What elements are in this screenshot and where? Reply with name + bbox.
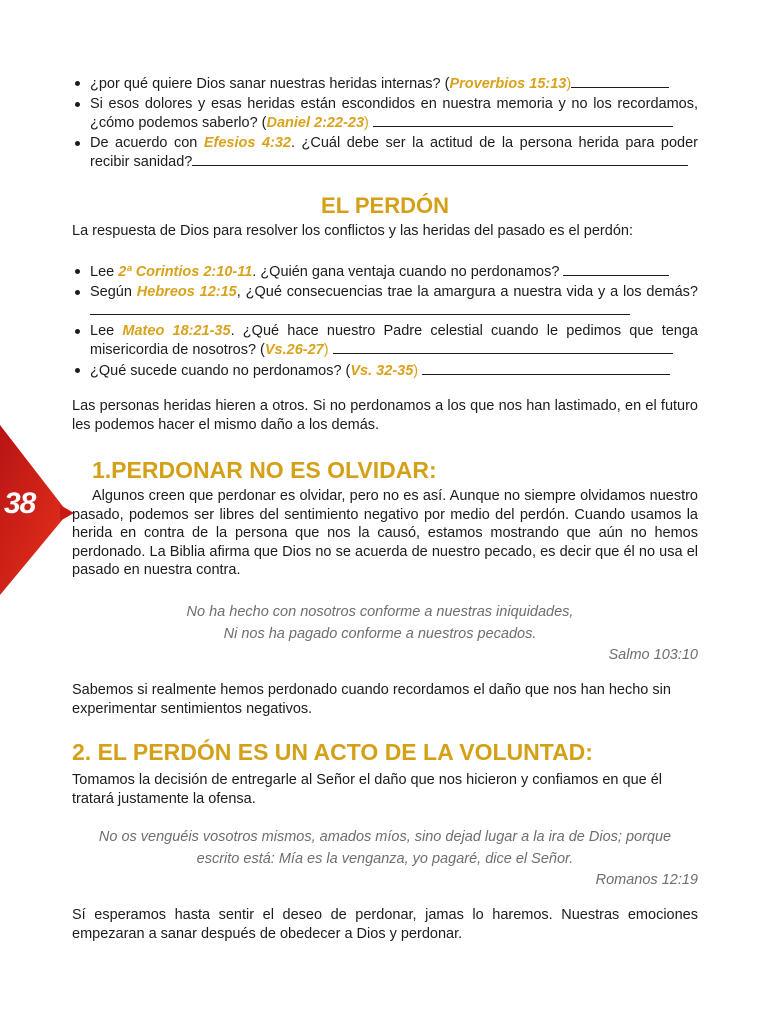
page-number: 38 xyxy=(4,487,36,520)
quote-citation: Romanos 12:19 xyxy=(595,872,698,888)
intro-text: La respuesta de Dios para resolver los conflictos y las heridas del pasado es el perdón: xyxy=(72,223,633,239)
questions-top-list xyxy=(72,74,698,172)
paragraph: Algunos creen que perdonar es olvidar, pero no es así. Aunque no siempre olvidamos nuestro pasado, podemos ser libres del sentimiento negativo por medio del perdón. Cuando usamos la herida en contra de la persona que nos la causó, estamos mostrando que aún no hemos perdonado. La Biblia afirma que Dios no se acuerda de nuestro pecado, es decir que él no usa el pasado en nuestra contra. xyxy=(72,488,698,578)
bible-reference: Efesios 4:32 xyxy=(203,134,291,151)
quote-line: Ni nos ha pagado conforme a nuestros pecados. xyxy=(223,625,537,642)
paragraph: Tomamos la decisión de entregarle al Señor el daño que nos hicieron y confiamos en que él tratará justamente la ofensa. xyxy=(72,772,663,807)
bible-reference: Mateo 18:21-35 xyxy=(122,322,231,339)
list-item: Lee Mateo 18:21-35. ¿Qué hace nuestro Padre celestial cuando le pedimos que tenga misericordia de nosotros? (Vs.26-27) xyxy=(72,322,698,360)
bible-reference: Vs. 32-35 xyxy=(350,362,414,379)
bible-quote xyxy=(72,828,698,890)
answer-blank[interactable] xyxy=(571,74,669,88)
quote-citation: Salmo 103:10 xyxy=(608,647,698,663)
bible-reference: Daniel 2:22-23 xyxy=(266,115,365,131)
answer-blank[interactable] xyxy=(422,361,670,375)
bible-reference: Proverbios 15:13 xyxy=(449,76,567,92)
paragraph: Las personas heridas hieren a otros. Si no perdonamos a los que nos han lastimado, en el futuro les podemos hacer el mismo daño a los demás. xyxy=(72,398,698,433)
answer-blank[interactable] xyxy=(192,152,688,166)
answer-blank[interactable] xyxy=(563,262,669,276)
paragraph: Sabemos si realmente hemos perdonado cuando recordamos el daño que nos han hecho sin experimentar sentimientos negativos. xyxy=(72,682,671,717)
quote-line: No ha hecho con nosotros conforme a nuestras iniquidades, xyxy=(186,604,574,620)
heading-perdon-acto-voluntad: 2. EL PERDÓN ES UN ACTO DE LA VOLUNTAD: xyxy=(72,739,593,765)
quote-line: No os venguéis vosotros mismos, amados míos, sino dejad lugar a la ira de Dios; porque xyxy=(98,829,672,845)
questions-mid-list xyxy=(72,262,698,380)
list-item: De acuerdo con Efesios 4:32. ¿Cuál debe ser la actitud de la persona herida para poder recibir sanidad? xyxy=(72,134,698,172)
list-item: Lee 2ª Corintios 2:10-11. ¿Quién gana ventaja cuando no perdonamos? xyxy=(72,262,698,282)
list-item: ¿por qué quiere Dios sanar nuestras heridas internas? (Proverbios 15:13) xyxy=(72,74,698,94)
list-item: Si esos dolores y esas heridas están escondidos en nuestra memoria y no los recordamos, ¿cómo podemos saberlo? (Daniel 2:22-23) xyxy=(72,95,698,133)
bible-reference: Hebreos 12:15 xyxy=(136,283,237,300)
bible-reference: 2ª Corintios 2:10-11 xyxy=(118,264,253,280)
answer-blank[interactable] xyxy=(333,340,673,354)
quote-line: escrito está: Mía es la venganza, yo pagaré, dice el Señor. xyxy=(196,850,574,867)
paragraph: Sí esperamos hasta sentir el deseo de perdonar, jamas lo haremos. Nuestras emociones empezaran a sanar después de obedecer a Dios y perdonar. xyxy=(72,907,698,942)
bible-quote xyxy=(72,603,698,665)
list-item: ¿Qué sucede cuando no perdonamos? (Vs. 32-35) xyxy=(72,361,698,381)
bible-reference: Vs.26-27 xyxy=(264,342,324,358)
heading-perdonar-no-es-olvidar: 1.PERDONAR NO ES OLVIDAR: xyxy=(92,457,437,483)
section-title: EL PERDÓN xyxy=(321,193,449,218)
answer-blank[interactable] xyxy=(373,113,673,127)
list-item: Según Hebreos 12:15, ¿Qué consecuencias trae la amargura a nuestra vida y a los demás? xyxy=(72,283,698,321)
answer-blank[interactable] xyxy=(90,301,630,315)
